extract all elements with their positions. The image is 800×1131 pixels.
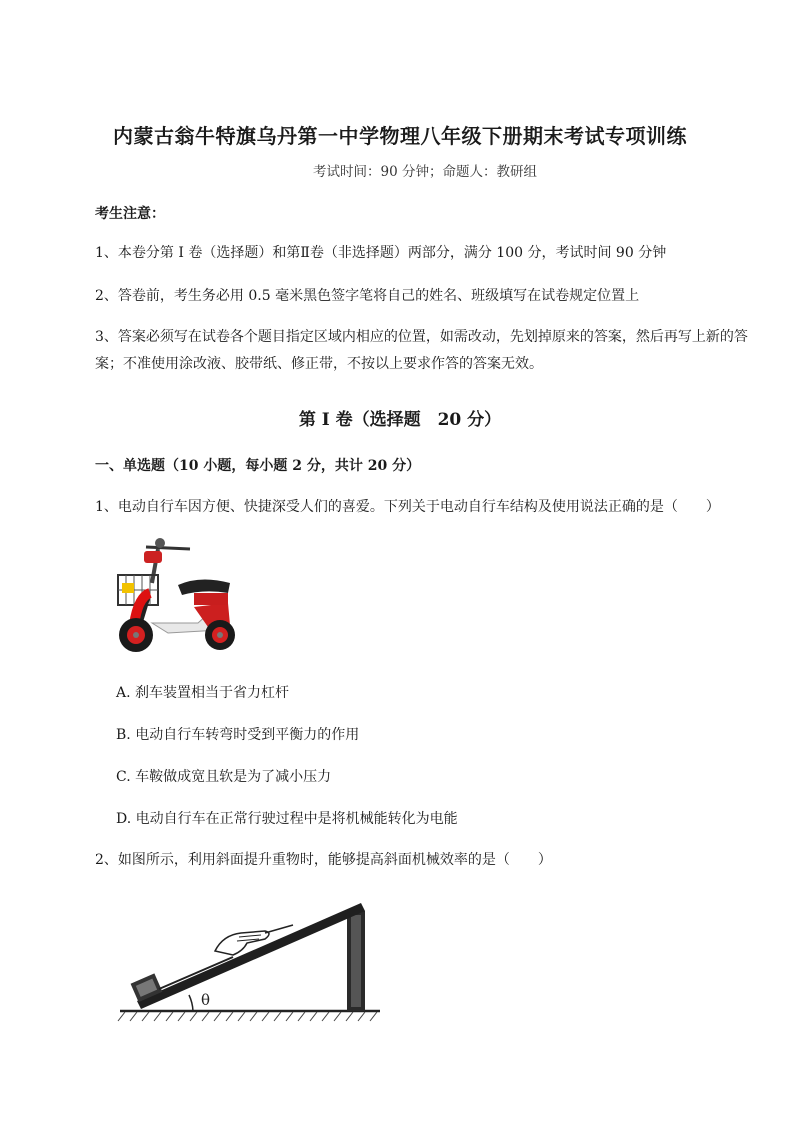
notice-item-2: 2、答卷前，考生务必用 0.5 毫米黑色签字笔将自己的姓名、班级填写在试卷规定位置上: [95, 288, 640, 304]
part-heading: 一、单选题（10 小题，每小题 2 分，共计 20 分）: [95, 458, 421, 474]
angle-label: θ: [201, 991, 211, 1009]
question-1-option-d[interactable]: D. 电动自行车在正常行驶过程中是将机械能转化为电能: [116, 811, 458, 827]
inclined-plane-diagram: [115, 893, 390, 1028]
question-1-option-c[interactable]: C. 车鞍做成宽且软是为了减小压力: [116, 769, 332, 785]
electric-scooter-image: [108, 535, 243, 660]
question-1-option-b[interactable]: B. 电动自行车转弯时受到平衡力的作用: [116, 727, 360, 743]
exam-title: 内蒙古翁牛特旗乌丹第一中学物理八年级下册期末考试专项训练: [113, 124, 687, 148]
question-1-stem: 1、电动自行车因方便、快捷深受人们的喜爱。下列关于电动自行车结构及使用说法正确的是（ ）: [95, 499, 720, 515]
question-2-stem: 2、如图所示，利用斜面提升重物时，能够提高斜面机械效率的是（ ）: [95, 852, 552, 868]
exam-subtitle: 考试时间：90 分钟；命题人：教研组: [313, 164, 537, 180]
notice-heading: 考生注意：: [95, 206, 165, 222]
notice-item-3: 3、答案必须写在试卷各个题目指定区域内相应的位置，如需改动，先划掉原来的答案，然后再写上新的答案；不准使用涂改液、胶带纸、修正带，不按以上要求作答的答案无效。: [95, 329, 748, 372]
question-1-option-a[interactable]: A. 刹车装置相当于省力杠杆: [116, 685, 290, 701]
notice-item-1: 1、本卷分第 I 卷（选择题）和第Ⅱ卷（非选择题）两部分，满分 100 分，考试时间 90 分钟: [95, 245, 667, 261]
section-title: 第 I 卷（选择题 20 分）: [298, 410, 502, 430]
